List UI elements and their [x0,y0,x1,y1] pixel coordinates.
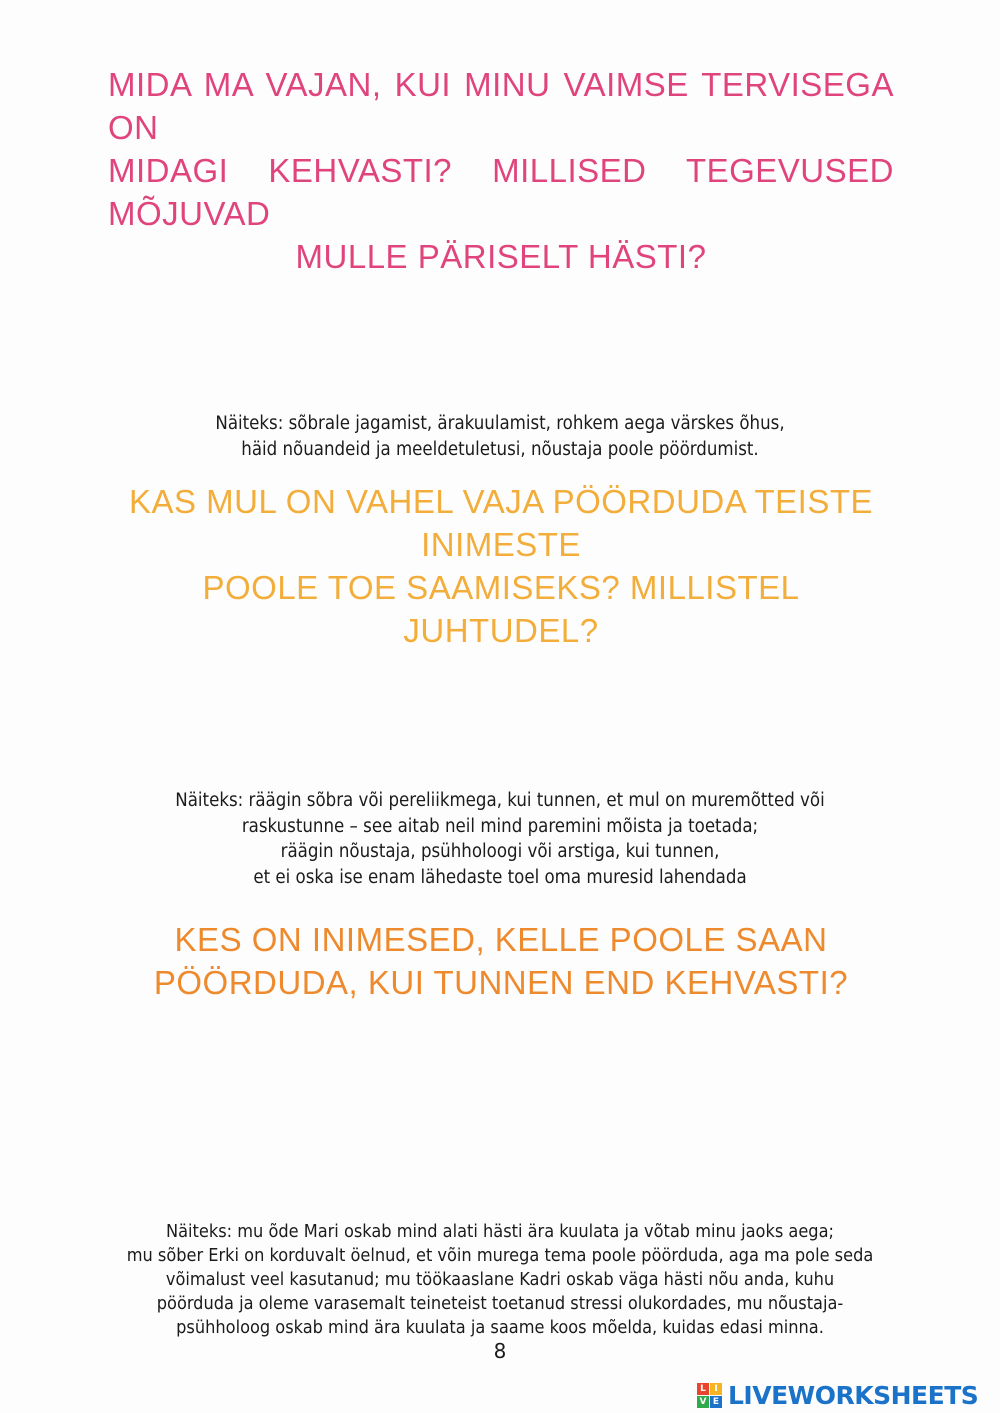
logo-letter: V [697,1396,709,1408]
page-number: 8 [493,1339,507,1363]
example-line: Näiteks: mu õde Mari oskab mind alati hästi ära kuulata ja võtab minu jaoks aega; [166,1221,834,1242]
example-line: Näiteks: sõbrale jagamist, ärakuulamist, rohkem aega värskes õhus, [215,413,785,434]
example-line: mu sõber Erki on korduvalt öelnud, et võin murega tema poole pöörduda, aga ma pole seda [126,1245,874,1266]
answer-area-2[interactable] [108,575,894,775]
heading-line: POOLE TOE SAAMISEKS? MILLISTEL JUHTUDEL? [202,569,800,649]
logo-letter: L [697,1383,709,1395]
logo-letter: E [710,1396,722,1408]
example-line: psühholoog oskab mind ära kuulata ja saame koos mõelda, kuidas edasi minna. [176,1317,824,1338]
heading-line: PÖÖRDUDA, KUI TUNNEN END KEHVASTI? [153,964,849,1001]
brand-name: LIVEWORKSHEETS [728,1380,979,1410]
heading-line: MULLE PÄRISELT HÄSTI? [295,238,707,275]
liveworksheets-logo-icon [697,1383,722,1408]
heading-line: KES ON INIMESED, KELLE POOLE SAAN [174,921,828,958]
example-line: häid nõuandeid ja meeldetuletusi, nõustaja poole pöördumist. [241,438,759,460]
example-line: raskustunne – see aitab neil mind paremini mõista ja toetada; [241,815,759,837]
heading-line: MIDAGI KEHVASTI? MILLISED TEGEVUSED MÕJUVAD [108,152,894,232]
example-text-3 [100,1220,900,1340]
question-heading-3 [108,918,894,1004]
example-line: et ei oska ise enam lähedaste toel oma muresid lahendada [253,866,747,888]
logo-letter: I [710,1383,722,1395]
heading-line: MIDA MA VAJAN, KUI MINU VAIMSE TERVISEGA ON [108,66,894,146]
example-line: pöörduda ja oleme varasemalt teineteist toetanud stressi olukordades, mu nõustaja- [156,1293,844,1314]
liveworksheets-brand[interactable] [697,1378,978,1412]
example-text-1 [100,411,900,462]
answer-area-1[interactable] [108,200,894,400]
example-text-2 [100,788,900,890]
answer-area-3[interactable] [108,1010,894,1210]
example-line: võimalust veel kasutanud; mu töökaaslane Kadri oskab väga hästi nõu anda, kuhu [165,1269,835,1290]
example-line: Näiteks: räägin sõbra või pereliikmega, kui tunnen, et mul on muremõtted või [175,790,825,811]
example-line: räägin nõustaja, psühholoogi või arstiga, kui tunnen, [280,841,720,862]
heading-line: KAS MUL ON VAHEL VAJA PÖÖRDUDA TEISTE INIMESTE [128,483,874,563]
